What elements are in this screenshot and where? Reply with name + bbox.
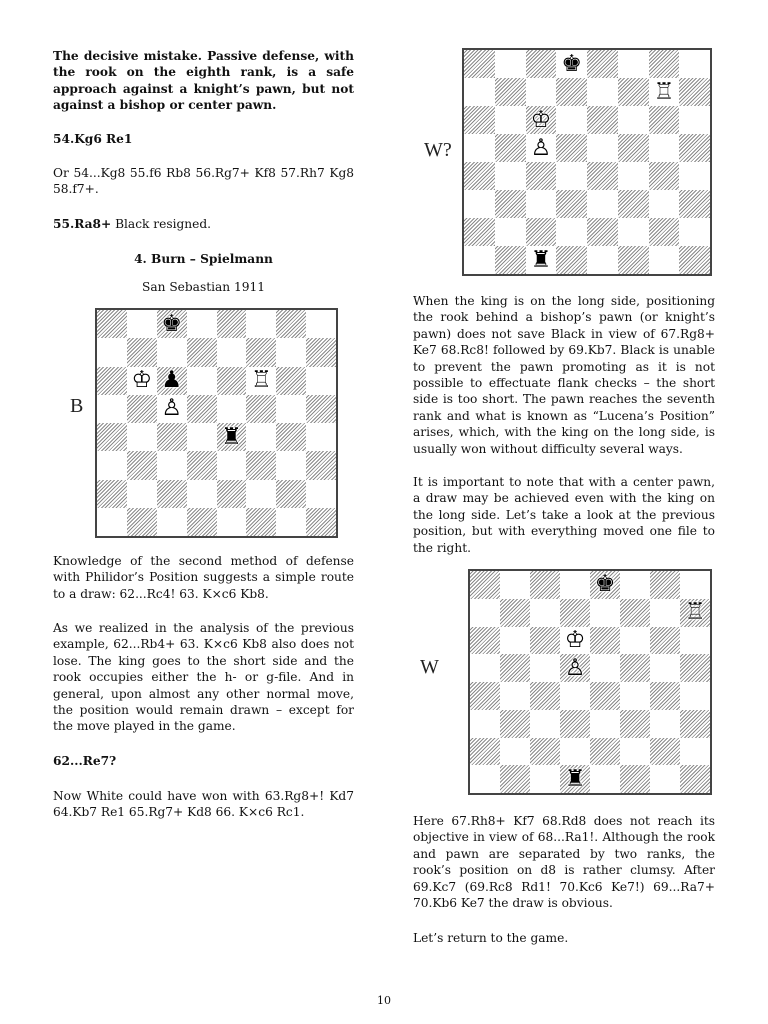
square-f8 (246, 310, 276, 338)
square-e6 (587, 106, 618, 134)
square-f3 (246, 451, 276, 479)
game-title: 4. Burn – Spielmann (134, 252, 273, 266)
square-e3 (590, 710, 620, 738)
square-g7 (650, 599, 680, 627)
paragraph-could-have-won: Now White could have won with 63.Rg8+! Kd7 64.Kb7 Re1 65.Rg7+ Kd8 66. K×c6 Rc1. (53, 789, 354, 820)
square-a5 (464, 134, 495, 162)
square-e5 (587, 134, 618, 162)
square-b4 (127, 423, 157, 451)
square-b4 (495, 162, 526, 190)
square-h3 (679, 190, 710, 218)
chess-piece-b6: ♔ (131, 367, 153, 394)
square-c8 (157, 310, 187, 338)
square-h1 (680, 765, 710, 793)
square-h3 (306, 451, 336, 479)
square-c2 (530, 738, 560, 766)
square-a7 (470, 599, 500, 627)
square-d7 (187, 338, 217, 366)
square-b3 (495, 190, 526, 218)
square-d2 (560, 738, 590, 766)
square-h1 (306, 508, 336, 536)
square-b8 (495, 50, 526, 78)
move-55: 55.Ra8+ (53, 217, 112, 231)
square-e2 (590, 738, 620, 766)
square-h6 (306, 367, 336, 395)
square-b2 (500, 738, 530, 766)
board-side-label-w: W (420, 656, 439, 678)
square-h1 (679, 246, 710, 274)
square-a6 (464, 106, 495, 134)
chess-piece-c5: ♙ (161, 395, 182, 422)
square-e5 (590, 654, 620, 682)
paragraph-philidor: Knowledge of the second method of defense with Philidor’s Position suggests a simple route to a draw: 62...Rc4! 63. K×c6 Kb8. (53, 554, 354, 601)
square-g6 (650, 627, 680, 655)
square-d6 (187, 367, 217, 395)
square-e2 (587, 218, 618, 246)
square-e8 (590, 571, 620, 599)
square-e1 (217, 508, 247, 536)
chess-piece-d6: ♔ (564, 626, 586, 653)
square-c8 (530, 571, 560, 599)
chess-board-bishop-pawn (462, 48, 712, 276)
square-h2 (679, 218, 710, 246)
square-f5 (620, 654, 650, 682)
square-c7 (157, 338, 187, 366)
square-b8 (127, 310, 157, 338)
square-h2 (306, 480, 336, 508)
square-b2 (127, 480, 157, 508)
square-a5 (470, 654, 500, 682)
square-h8 (680, 571, 710, 599)
square-f2 (246, 480, 276, 508)
square-c7 (526, 78, 557, 106)
square-f7 (246, 338, 276, 366)
chess-piece-d5: ♙ (564, 654, 586, 681)
square-g6 (276, 367, 306, 395)
square-d6 (560, 627, 590, 655)
square-g5 (276, 395, 306, 423)
move-55-line (53, 216, 354, 232)
square-c8 (526, 50, 557, 78)
chess-piece-c6: ♟ (161, 367, 182, 394)
square-b5 (495, 134, 526, 162)
paragraph-center-pawn: It is important to note that with a center pawn, a draw may be achieved even with the king on the long side. Let’s take a look at the previous position, but with everything moved one file to the right. (413, 475, 715, 555)
square-c3 (157, 451, 187, 479)
square-d3 (187, 451, 217, 479)
square-a7 (97, 338, 127, 366)
square-g3 (276, 451, 306, 479)
square-g5 (650, 654, 680, 682)
chess-board-center-pawn (468, 569, 712, 795)
square-b1 (500, 765, 530, 793)
square-g2 (276, 480, 306, 508)
square-c5 (157, 395, 187, 423)
chess-piece-c1: ♜ (530, 246, 552, 273)
square-b3 (500, 710, 530, 738)
square-e8 (217, 310, 247, 338)
square-e3 (587, 190, 618, 218)
square-b3 (127, 451, 157, 479)
square-g4 (649, 162, 680, 190)
square-b8 (500, 571, 530, 599)
square-f8 (618, 50, 649, 78)
square-a4 (470, 682, 500, 710)
square-d1 (560, 765, 590, 793)
square-h8 (679, 50, 710, 78)
paragraph-return-to-game: Let’s return to the game. (413, 931, 569, 945)
square-a8 (470, 571, 500, 599)
square-a6 (470, 627, 500, 655)
square-f8 (620, 571, 650, 599)
square-c6 (530, 627, 560, 655)
square-f5 (246, 395, 276, 423)
square-d2 (556, 218, 587, 246)
square-d1 (187, 508, 217, 536)
square-e1 (590, 765, 620, 793)
square-f4 (246, 423, 276, 451)
paragraph-long-side: When the king is on the long side, positioning the rook behind a bishop’s pawn (or knight’s pawn) does not save Black in view of 67.Rg8+ Ke7 68.Rc8! followed by 69.Kb7. Black is unable to prevent the pawn promoting as it is not possible to effectuate flank checks – the short side is too short. The pawn reaches the seventh rank and what is known as “Lucena’s Position” arises, which, with the king on the long side, is usually won without difficulty several ways. (413, 294, 715, 456)
square-c5 (526, 134, 557, 162)
square-d5 (560, 654, 590, 682)
paragraph-decisive-mistake: The decisive mistake. Passive defense, with the rook on the eighth rank, is a safe approach against a knight’s pawn, but not against a bishop or center pawn. (53, 49, 354, 113)
black-resigned: Black resigned. (111, 217, 212, 231)
square-g8 (650, 571, 680, 599)
square-f6 (246, 367, 276, 395)
square-a3 (470, 710, 500, 738)
square-b6 (127, 367, 157, 395)
square-e3 (217, 451, 247, 479)
move-54: 54.Kg6 Re1 (53, 132, 133, 146)
chess-piece-d8: ♚ (561, 50, 582, 77)
board-side-label-b: B (70, 395, 84, 417)
square-c2 (526, 218, 557, 246)
board-side-label-w-question: W? (424, 139, 452, 161)
square-f5 (618, 134, 649, 162)
square-b7 (127, 338, 157, 366)
square-a3 (464, 190, 495, 218)
square-g1 (650, 765, 680, 793)
square-d4 (556, 162, 587, 190)
square-f2 (618, 218, 649, 246)
square-d5 (556, 134, 587, 162)
square-f3 (620, 710, 650, 738)
chess-piece-c8: ♚ (161, 310, 182, 337)
paragraph-previous-example: As we realized in the analysis of the previous example, 62...Rb4+ 63. K×c6 Kb8 also does not lose. The king goes to the short side and the rook occupies either the h- or g-file. And in general, upon almost any other normal move, the position would remain drawn – except for the move played in the game. (53, 621, 354, 734)
chess-piece-c5: ♙ (530, 134, 552, 161)
square-a4 (97, 423, 127, 451)
page-number: 10 (377, 994, 391, 1007)
square-c1 (157, 508, 187, 536)
chess-piece-c6: ♔ (530, 106, 552, 133)
square-g4 (650, 682, 680, 710)
square-c6 (526, 106, 557, 134)
square-e4 (217, 423, 247, 451)
square-b2 (495, 218, 526, 246)
square-c6 (157, 367, 187, 395)
square-b1 (495, 246, 526, 274)
square-d6 (556, 106, 587, 134)
square-b7 (495, 78, 526, 106)
chess-piece-e4: ♜ (221, 423, 242, 450)
square-g7 (649, 78, 680, 106)
square-e2 (217, 480, 247, 508)
square-c5 (530, 654, 560, 682)
square-b6 (495, 106, 526, 134)
square-c3 (530, 710, 560, 738)
square-f6 (620, 627, 650, 655)
square-f7 (620, 599, 650, 627)
square-e6 (217, 367, 247, 395)
square-h4 (679, 162, 710, 190)
square-g4 (276, 423, 306, 451)
chess-piece-e8: ♚ (594, 571, 616, 598)
square-h2 (680, 738, 710, 766)
square-b5 (127, 395, 157, 423)
square-d8 (556, 50, 587, 78)
square-h6 (680, 627, 710, 655)
square-d4 (187, 423, 217, 451)
move-62: 62...Re7? (53, 754, 117, 768)
square-g5 (649, 134, 680, 162)
paragraph-54-variation: Or 54...Kg8 55.f6 Rb8 56.Rg7+ Kf8 57.Rh7 Kg8 58.f7+. (53, 166, 354, 197)
square-a8 (97, 310, 127, 338)
square-d5 (187, 395, 217, 423)
square-g1 (649, 246, 680, 274)
square-c4 (526, 162, 557, 190)
square-b5 (500, 654, 530, 682)
square-h6 (679, 106, 710, 134)
square-a2 (97, 480, 127, 508)
square-g7 (276, 338, 306, 366)
chess-board-burn-spielmann (95, 308, 338, 538)
square-e7 (590, 599, 620, 627)
square-g8 (276, 310, 306, 338)
square-h5 (679, 134, 710, 162)
square-e6 (590, 627, 620, 655)
square-d3 (560, 710, 590, 738)
square-d2 (187, 480, 217, 508)
square-c1 (526, 246, 557, 274)
square-a1 (464, 246, 495, 274)
square-h5 (306, 395, 336, 423)
square-d3 (556, 190, 587, 218)
square-d8 (187, 310, 217, 338)
square-c1 (530, 765, 560, 793)
square-h4 (306, 423, 336, 451)
square-a4 (464, 162, 495, 190)
square-h7 (680, 599, 710, 627)
square-c7 (530, 599, 560, 627)
square-f2 (620, 738, 650, 766)
square-g3 (649, 190, 680, 218)
square-b6 (500, 627, 530, 655)
square-g8 (649, 50, 680, 78)
square-f4 (618, 162, 649, 190)
square-d7 (556, 78, 587, 106)
square-a1 (97, 508, 127, 536)
square-f6 (618, 106, 649, 134)
square-e7 (217, 338, 247, 366)
chess-piece-d1: ♜ (564, 765, 586, 792)
square-a1 (470, 765, 500, 793)
square-c4 (157, 423, 187, 451)
square-e4 (590, 682, 620, 710)
square-f4 (620, 682, 650, 710)
square-e4 (587, 162, 618, 190)
square-e5 (217, 395, 247, 423)
square-a8 (464, 50, 495, 78)
square-a7 (464, 78, 495, 106)
square-g3 (650, 710, 680, 738)
square-b7 (500, 599, 530, 627)
square-d4 (560, 682, 590, 710)
square-f3 (618, 190, 649, 218)
square-a6 (97, 367, 127, 395)
square-c3 (526, 190, 557, 218)
chess-piece-f6: ♖ (251, 367, 272, 394)
square-h3 (680, 710, 710, 738)
square-c4 (530, 682, 560, 710)
chess-piece-h7: ♖ (684, 599, 706, 626)
square-d1 (556, 246, 587, 274)
square-h5 (680, 654, 710, 682)
square-b1 (127, 508, 157, 536)
square-f7 (618, 78, 649, 106)
square-d8 (560, 571, 590, 599)
square-c2 (157, 480, 187, 508)
game-event: San Sebastian 1911 (141, 280, 266, 294)
square-f1 (618, 246, 649, 274)
paragraph-rook-clumsy: Here 67.Rh8+ Kf7 68.Rd8 does not reach its objective in view of 68...Ra1!. Although the rook and pawn are separated by two ranks, the rook’s position on d8 is rather clumsy. After 69.Kc7 (69.Rc8 Rd1! 70.Kc6 Ke7!) 69...Ra7+ 70.Kb6 Ke7 the draw is obvious. (413, 814, 715, 911)
square-a2 (464, 218, 495, 246)
square-b4 (500, 682, 530, 710)
square-a3 (97, 451, 127, 479)
square-h7 (306, 338, 336, 366)
square-g1 (276, 508, 306, 536)
square-e8 (587, 50, 618, 78)
square-h8 (306, 310, 336, 338)
square-e7 (587, 78, 618, 106)
square-a5 (97, 395, 127, 423)
square-h7 (679, 78, 710, 106)
square-e1 (587, 246, 618, 274)
square-d7 (560, 599, 590, 627)
square-g2 (650, 738, 680, 766)
square-h4 (680, 682, 710, 710)
square-g2 (649, 218, 680, 246)
square-g6 (649, 106, 680, 134)
chess-piece-g7: ♖ (653, 78, 675, 105)
square-f1 (246, 508, 276, 536)
square-a2 (470, 738, 500, 766)
square-f1 (620, 765, 650, 793)
